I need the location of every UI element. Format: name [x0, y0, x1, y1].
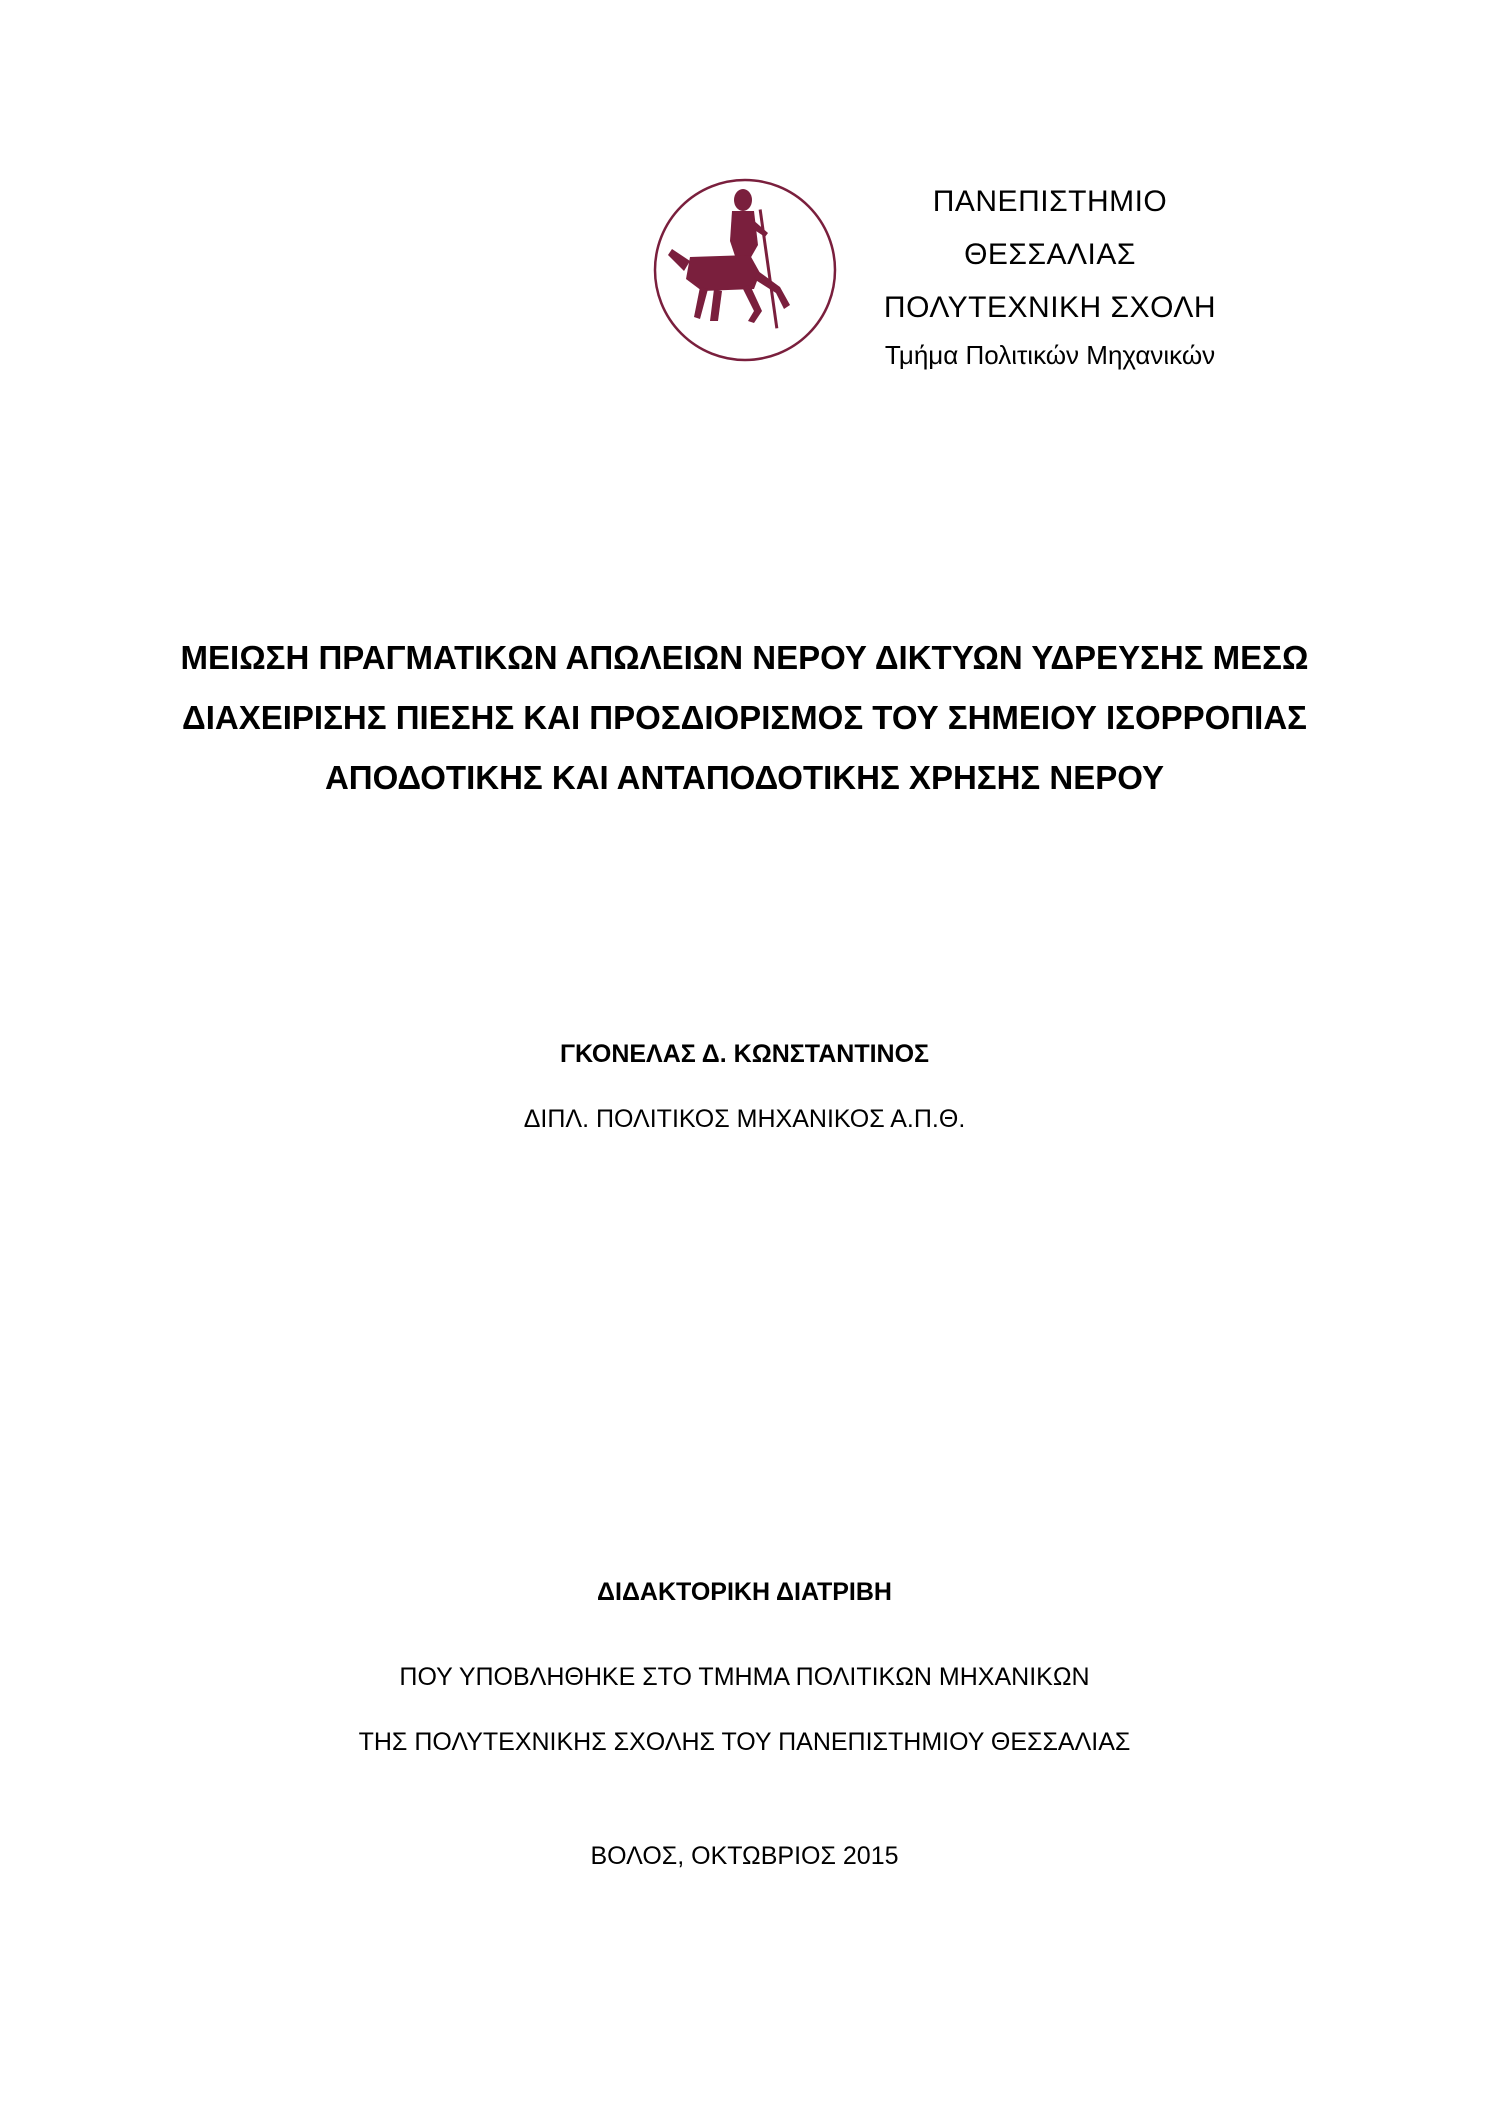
university-name-line-1: ΠΑΝΕΠΙΣΤΗΜΙΟ	[932, 185, 1168, 218]
title-line-3: ΑΠΟΔΟΤΙΚΗΣ ΚΑΙ ΑΝΤΑΠΟΔΟΤΙΚΗΣ ΧΡΗΣΗΣ ΝΕΡΟΥ	[324, 759, 1165, 796]
submission-line-1: ΠΟΥ ΥΠΟΒΛΗΘΗΚΕ ΣΤΟ ΤΜΗΜΑ ΠΟΛΙΤΙΚΩΝ ΜΗΧΑΝΙΚΩΝ	[399, 1663, 1090, 1691]
title-line-2: ΔΙΑΧΕΙΡΙΣΗΣ ΠΙΕΣΗΣ ΚΑΙ ΠΡΟΣΔΙΟΡΙΣΜΟΣ ΤΟΥ ΣΗΜΕΙΟΥ ΙΣΟΡΡΟΠΙΑΣ	[182, 699, 1307, 736]
centaur-seal-icon	[650, 175, 840, 365]
institution-header	[650, 175, 1250, 375]
institution-name	[850, 175, 1250, 374]
school-name: ΠΟΛΥΤΕΧΝΙΚΗ ΣΧΟΛΗ	[883, 291, 1217, 324]
author-degree: ΔΙΠΛ. ΠΟΛΙΤΙΚΟΣ ΜΗΧΑΝΙΚΟΣ Α.Π.Θ.	[523, 1105, 966, 1133]
thesis-title	[100, 628, 1389, 808]
thesis-type: ΔΙΔΑΚΤΟΡΙΚΗ ΔΙΑΤΡΙΒΗ	[597, 1578, 892, 1606]
author-name: ΓΚΟΝΕΛΑΣ Δ. ΚΩΝΣΤΑΝΤΙΝΟΣ	[559, 1040, 930, 1068]
title-line-1: ΜΕΙΩΣΗ ΠΡΑΓΜΑΤΙΚΩΝ ΑΠΩΛΕΙΩΝ ΝΕΡΟΥ ΔΙΚΤΥΩΝ ΥΔΡΕΥΣΗΣ ΜΕΣΩ	[180, 639, 1309, 676]
place-and-date: ΒΟΛΟΣ, ΟΚΤΩΒΡΙΟΣ 2015	[590, 1842, 899, 1870]
department-name: Τμήμα Πολιτικών Μηχανικών	[884, 340, 1216, 370]
submission-statement	[0, 1645, 1489, 1775]
university-name-line-2: ΘΕΣΣΑΛΙΑΣ	[964, 238, 1136, 271]
submission-line-2: ΤΗΣ ΠΟΛΥΤΕΧΝΙΚΗΣ ΣΧΟΛΗΣ ΤΟΥ ΠΑΝΕΠΙΣΤΗΜΙΟΥ ΘΕΣΣΑΛΙΑΣ	[358, 1728, 1131, 1756]
